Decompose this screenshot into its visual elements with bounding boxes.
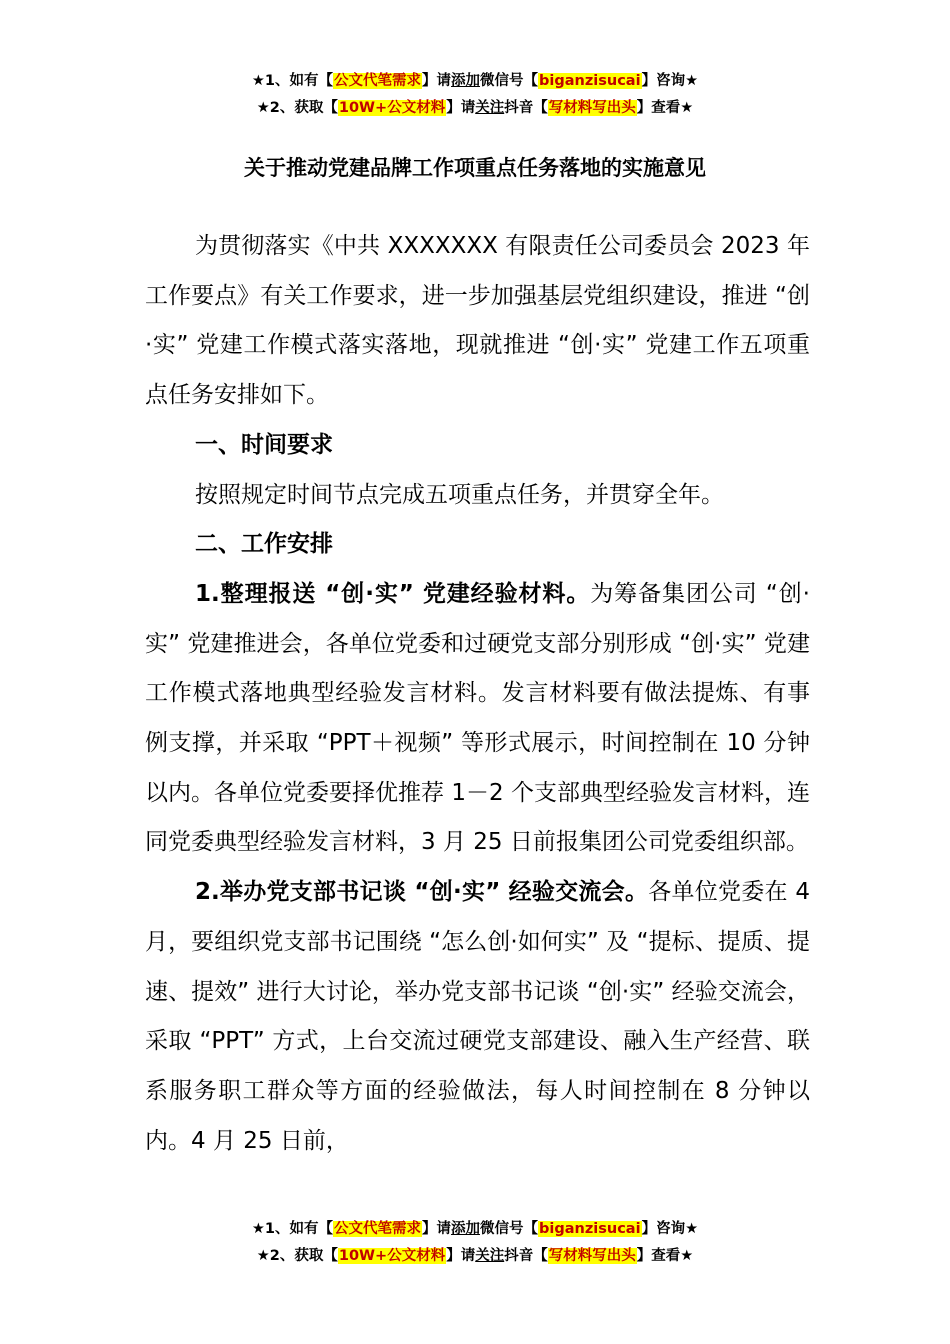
banner-underline: 添加 <box>451 1221 481 1237</box>
banner-highlight: 写材料写出头 <box>548 100 636 116</box>
section-1-heading: 一、时间要求 <box>195 431 333 458</box>
banner-underline: 添加 <box>451 73 481 89</box>
item-1-paragraph <box>145 570 810 868</box>
banner-line-2 <box>0 95 950 122</box>
banner-text: ★2、获取【 <box>256 1248 338 1264</box>
banner-text: 】查看★ <box>636 1248 694 1264</box>
banner-text: 】请 <box>422 73 452 89</box>
banner-highlight: biganzisucai <box>539 1221 641 1237</box>
banner-text: 】请 <box>422 1221 452 1237</box>
banner-line-2 <box>0 1243 950 1270</box>
section-1-text: 按照规定时间节点完成五项重点任务，并贯穿全年。 <box>195 481 724 508</box>
top-banner <box>0 68 950 122</box>
item-1-text: 为筹备集团公司 “创·实” 党建推进会，各单位党委和过硬党支部分别形成 “创·实” 党建工作模式落地典型经验发言材料。发言材料要有做法提炼、有事例支撑，并采取 “PPT＋视频” 等形式展示，时间控制在 10 分钟以内。各单位党委要择优推荐 1－2 个支部典型经验发言材料，连同党委典型经验发言材料，3 月 25 日前报集团公司党委组织部。 <box>145 580 810 856</box>
banner-text: 】咨询★ <box>641 1221 699 1237</box>
banner-text: 】请 <box>446 100 476 116</box>
banner-line-1 <box>0 68 950 95</box>
banner-highlight: 写材料写出头 <box>548 1248 636 1264</box>
banner-text: 抖音【 <box>504 100 548 116</box>
banner-text: ★2、获取【 <box>256 100 338 116</box>
banner-text: ★1、如有【 <box>251 73 334 89</box>
banner-text: 微信号【 <box>480 1221 539 1237</box>
banner-highlight: biganzisucai <box>539 73 641 89</box>
banner-underline: 关注 <box>475 100 505 116</box>
banner-underline: 关注 <box>475 1248 505 1264</box>
banner-text: 】查看★ <box>636 100 694 116</box>
item-1-lead: 1.整理报送 “创·实” 党建经验材料。 <box>195 580 591 607</box>
item-2-text: 各单位党委在 4 月，要组织党支部书记围绕 “怎么创·如何实” 及 “提标、提质、提速、提效” 进行大讨论，举办党支部书记谈 “创·实” 经验交流会，采取 “PPT” 方式，上台交流过硬党支部建设、融入生产经营、联系服务职工群众等方面的经验做法，每人时间控制在 8 分钟以内。4 月 25 日前， <box>145 879 810 1154</box>
banner-line-1 <box>0 1216 950 1243</box>
document-title: 关于推动党建品牌工作项重点任务落地的实施意见 <box>244 156 706 180</box>
banner-highlight: 10W+公文材料 <box>338 1248 446 1264</box>
section-2-heading: 二、工作安排 <box>195 531 333 558</box>
banner-text: ★1、如有【 <box>251 1221 334 1237</box>
banner-text: 】咨询★ <box>641 73 699 89</box>
banner-highlight: 10W+公文材料 <box>338 100 446 116</box>
bottom-banner <box>0 1216 950 1270</box>
banner-text: 抖音【 <box>504 1248 548 1264</box>
banner-highlight: 公文代笔需求 <box>334 73 422 89</box>
banner-highlight: 公文代笔需求 <box>334 1221 422 1237</box>
document-body <box>145 222 810 1166</box>
item-2-paragraph <box>145 868 810 1166</box>
banner-text: 】请 <box>446 1248 476 1264</box>
intro-paragraph: 为贯彻落实《中共 XXXXXXX 有限责任公司委员会 2023 年工作要点》有关工作要求，进一步加强基层党组织建设，推进 “创·实” 党建工作模式落实落地，现就推进 “创·实” 党建工作五项重点任务安排如下。 <box>145 233 810 409</box>
item-2-lead: 2.举办党支部书记谈 “创·实” 经验交流会。 <box>195 879 649 906</box>
banner-text: 微信号【 <box>480 73 539 89</box>
